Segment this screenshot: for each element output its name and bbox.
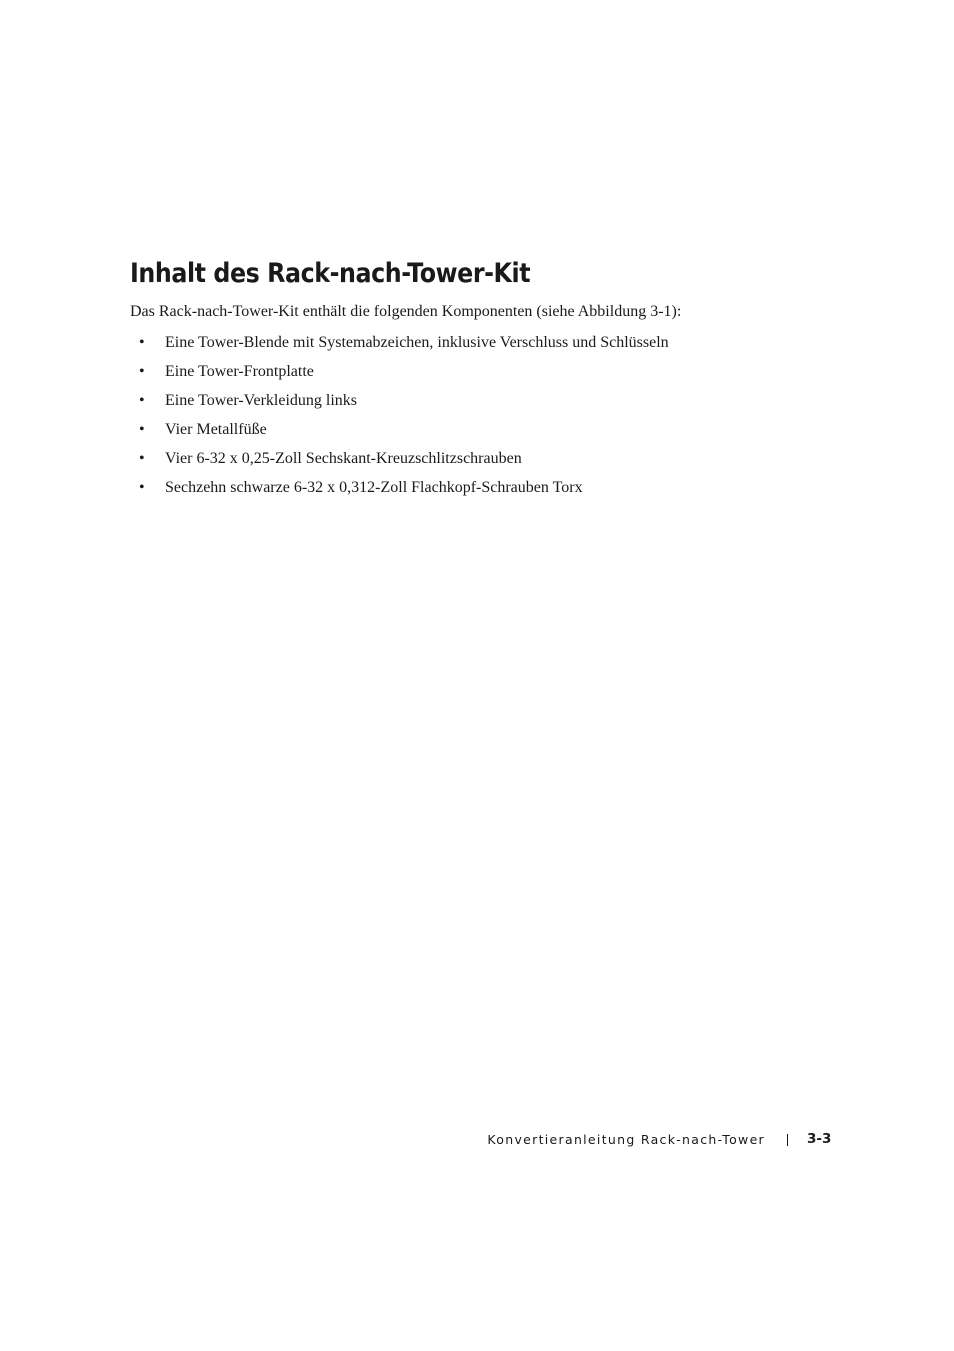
- list-item-text: Eine Tower-Verkleidung links: [165, 392, 357, 409]
- bullet-icon: •: [139, 392, 145, 409]
- list-item: [130, 391, 669, 420]
- bullet-icon: •: [139, 363, 145, 380]
- bullet-icon: •: [139, 450, 145, 467]
- bullet-icon: •: [139, 334, 145, 351]
- list-item: [130, 449, 669, 478]
- list-item: [130, 478, 669, 507]
- list-item-text: Eine Tower-Blende mit Systemabzeichen, inklusive Verschluss und Schlüsseln: [165, 334, 669, 351]
- list-item-text: Vier 6-32 x 0,25-Zoll Sechskant-Kreuzschlitzschrauben: [165, 450, 522, 467]
- page-footer: [0, 1130, 954, 1150]
- list-item-text: Vier Metallfüße: [165, 421, 267, 438]
- list-item: [130, 420, 669, 449]
- list-item: [130, 362, 669, 391]
- list-item-text: Sechzehn schwarze 6-32 x 0,312-Zoll Flachkopf-Schrauben Torx: [165, 479, 583, 496]
- list-item-text: Eine Tower-Frontplatte: [165, 363, 314, 380]
- intro-paragraph: Das Rack-nach-Tower-Kit enthält die folgenden Komponenten (siehe Abbildung 3-1):: [130, 303, 682, 320]
- section-title: Inhalt des Rack-nach-Tower-Kit: [130, 258, 531, 289]
- bullet-icon: •: [139, 479, 145, 496]
- footer-title: Konvertieranleitung Rack-nach-Tower: [487, 1132, 765, 1147]
- component-list: [130, 333, 669, 507]
- bullet-icon: •: [139, 421, 145, 438]
- footer-separator: [787, 1134, 788, 1146]
- list-item: [130, 333, 669, 362]
- page-number: 3-3: [807, 1131, 832, 1147]
